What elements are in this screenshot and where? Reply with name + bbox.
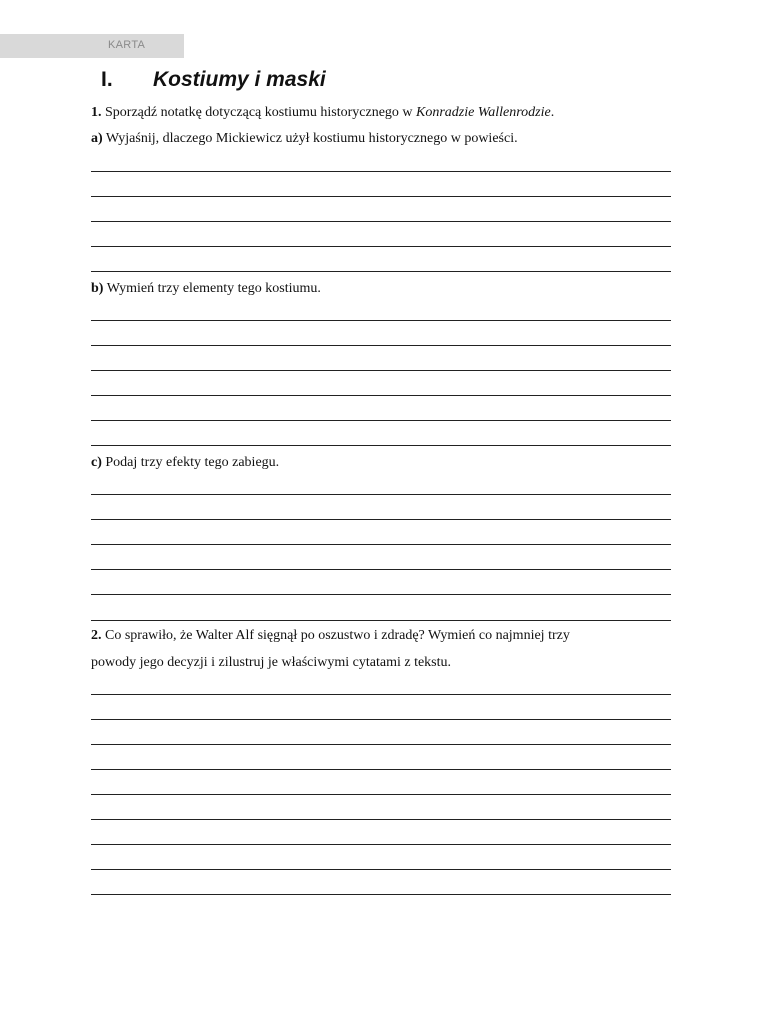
- task2-number: 2.: [91, 628, 102, 643]
- answer-line[interactable]: [91, 869, 671, 870]
- task1c-label: c): [91, 455, 102, 470]
- task1-text: Sporządź notatkę dotyczącą kostiumu historycznego w: [105, 105, 413, 120]
- answer-line[interactable]: [91, 894, 671, 895]
- task2-instruction-line1: [91, 627, 570, 645]
- task2-instruction-line2: [91, 654, 451, 672]
- answer-line[interactable]: [91, 794, 671, 795]
- task2-text-line1: Co sprawiło, że Walter Alf sięgnął po oszustwo i zdradę? Wymień co najmniej trzy: [105, 628, 570, 643]
- answer-line[interactable]: [91, 370, 671, 371]
- task1-instruction: [91, 104, 554, 122]
- karta-tab: [0, 34, 184, 58]
- answer-line[interactable]: [91, 395, 671, 396]
- task1a-text: Wyjaśnij, dlaczego Mickiewicz użył kostiumu historycznego w powieści.: [105, 131, 518, 146]
- answer-line[interactable]: [91, 420, 671, 421]
- answer-line[interactable]: [91, 844, 671, 845]
- task1b-prompt: [91, 280, 321, 298]
- answer-line[interactable]: [91, 719, 671, 720]
- task1-number: 1.: [91, 105, 102, 120]
- answer-line[interactable]: [91, 271, 671, 272]
- answer-line[interactable]: [91, 769, 671, 770]
- section-heading: [101, 68, 326, 92]
- task1b-label: b): [91, 281, 104, 296]
- section-number: I.: [101, 68, 113, 91]
- answer-line[interactable]: [91, 494, 671, 495]
- task1c-prompt: [91, 454, 279, 472]
- task1a-prompt: [91, 130, 518, 148]
- answer-line[interactable]: [91, 221, 671, 222]
- tab-label: KARTA: [108, 39, 146, 51]
- answer-line[interactable]: [91, 594, 671, 595]
- task2-text-line2: powody jego decyzji i zilustruj je właściwymi cytatami z tekstu.: [91, 655, 452, 670]
- answer-line[interactable]: [91, 519, 671, 520]
- answer-line[interactable]: [91, 345, 671, 346]
- answer-line[interactable]: [91, 569, 671, 570]
- answer-line[interactable]: [91, 246, 671, 247]
- section-title: Kostiumy i maski: [153, 68, 326, 91]
- answer-line[interactable]: [91, 196, 671, 197]
- answer-line[interactable]: [91, 171, 671, 172]
- task1b-text: Wymień trzy elementy tego kostiumu.: [106, 281, 321, 296]
- task1c-text: Podaj trzy efekty tego zabiegu.: [105, 455, 280, 470]
- task1-period: .: [550, 105, 555, 120]
- task1-title-italic: Konradzie Wallenrodzie: [416, 105, 551, 120]
- answer-line[interactable]: [91, 620, 671, 621]
- task1a-label: a): [91, 131, 103, 146]
- answer-line[interactable]: [91, 819, 671, 820]
- answer-line[interactable]: [91, 445, 671, 446]
- answer-line[interactable]: [91, 694, 671, 695]
- answer-line[interactable]: [91, 544, 671, 545]
- answer-line[interactable]: [91, 744, 671, 745]
- answer-line[interactable]: [91, 320, 671, 321]
